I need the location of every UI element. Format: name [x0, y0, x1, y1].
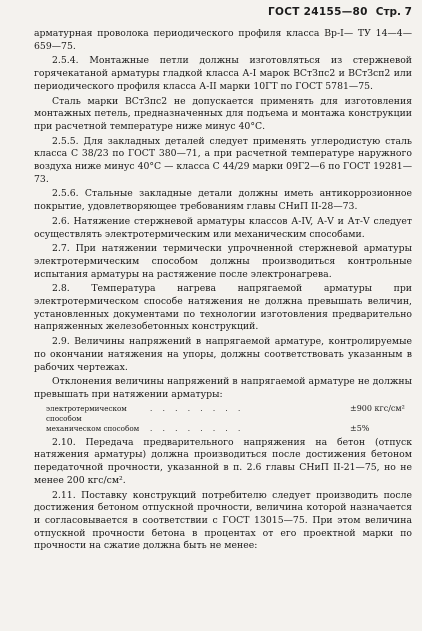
paragraph-2-10: 2.10. Передача предварительного напряжения на бетон (отпуск натяжения арматуры) должна производиться после достижения бетоном передаточной прочности, указанной в п. 2.6 главы СНиП II-21—75, но не менее 200 кгс/см².: [34, 436, 412, 486]
page-number: Стр. 7: [375, 6, 412, 18]
deviation-value: ±5%: [350, 423, 370, 433]
deviation-value: ±900 кгс/см²: [350, 403, 405, 413]
paragraph-continuation: арматурная проволока периодического профиля класса Вр-I— ТУ 14—4—659—75.: [34, 28, 412, 52]
paragraph-steel-note: Сталь марки ВСтЗпс2 не допускается применять для изготовления монтажных петель, предназначенных для подъема и монтажа конструкции при расчетной температуре ниже минус 40°С.: [34, 95, 412, 132]
leader-dots: . . . . . . . .: [150, 403, 245, 413]
deviation-label: электротермическом способом: [46, 403, 127, 423]
deviation-label: механическом способом: [46, 423, 140, 433]
paragraph-2-5-5: 2.5.5. Для закладных деталей следует применять углеродистую сталь класса С 38/23 по ГОСТ 380—71, а при расчетной температуре наружного воздуха ниже минус 40°С — класса С 44/29 марки 09Г2—6 по ГОСТ 19281—73.: [34, 135, 412, 185]
paragraph-2-5-6: 2.5.6. Стальные закладные детали должны иметь антикоррозионное покрытие, удовлетворяющее требованиям главы СНиП II-28—73.: [34, 188, 412, 213]
paragraph-2-9: 2.9. Величины напряжений в напрягаемой арматуре, контролируемые по окончании натяжения на упоры, должны соответствовать указанным в рабочих чертежах.: [34, 336, 412, 373]
paragraph-2-11: 2.11. Поставку конструкций потребителю следует производить после достижения бетоном отпускной прочности, величина которой назначается и согласовывается в соответствии с ГОСТ 13015—75. При этом величина отпускной прочности бетона в процентах от его проектной марки по прочности на сжатие должна быть не менее:: [34, 489, 412, 552]
deviation-row: [34, 404, 412, 424]
paragraph-2-6: 2.6. Натяжение стержневой арматуры классов А-IV, А-V и Ат-V следует осуществлять электротермическим или механическим способами.: [34, 215, 412, 240]
paragraph-2-8: 2.8. Температура нагрева напрягаемой арматуры при электротермическом способе натяжения не должна превышать величин, установленных документами по технологии изготовления предварительно напряженных железобетонных конструкций.: [34, 283, 412, 333]
document-number: ГОСТ 24155—80: [268, 6, 368, 18]
leader-dots: . . . . . . . .: [150, 423, 245, 433]
page-header: [34, 6, 412, 22]
paragraph-2-7: 2.7. При натяжении термически упрочненной стержневой арматуры электротермическим способом должны производиться контрольные испытания арматуры на растяжение после электронагрева.: [34, 243, 412, 280]
paragraph-2-5-4: 2.5.4. Монтажные петли должны изготовляться из стержневой горячекатаной арматуры гладкой класса А-I марок ВСтЗпс2 и ВСтЗсп2 или периодического профиля класса А-II марки 10ГТ по ГОСТ 5781—75.: [34, 55, 412, 92]
body-text: [34, 28, 412, 553]
deviation-row: [34, 424, 412, 434]
deviation-list: [34, 404, 412, 434]
paragraph-deviations-intro: Отклонения величины напряжений в напрягаемой арматуре не должны превышать при натяжении арматуры:: [34, 376, 412, 400]
